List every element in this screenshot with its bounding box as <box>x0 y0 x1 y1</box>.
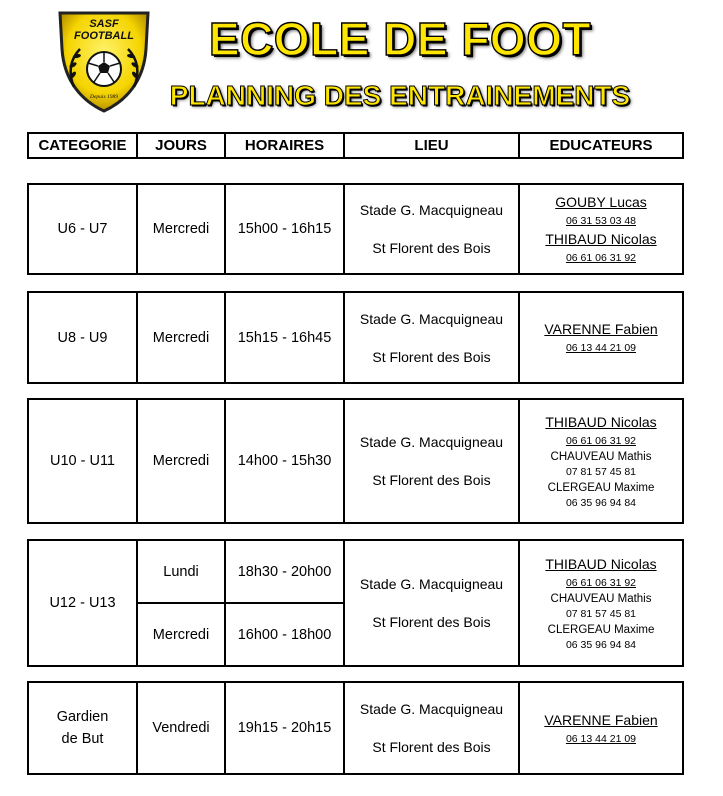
educateur-phone: 06 35 96 94 84 <box>565 638 637 651</box>
educateurs-cell <box>519 399 683 523</box>
lieu-cell <box>344 399 519 523</box>
educateur-name: CLERGEAU Maxime <box>547 623 655 636</box>
educateur-name: THIBAUD Nicolas <box>545 413 657 430</box>
logo-line1: SASF <box>89 18 119 30</box>
lieu-cell <box>344 540 519 666</box>
session-u6-u7 <box>27 183 684 275</box>
educateur-phone[interactable]: 06 61 06 31 92 <box>565 252 637 264</box>
lieu-cell <box>344 292 519 383</box>
lieu-ville: St Florent des Bois <box>372 348 491 365</box>
educateurs-cell <box>519 682 683 774</box>
lieu-stade: Stade G. Macquigneau <box>359 202 504 218</box>
educateur-name: THIBAUD Nicolas <box>545 231 657 247</box>
jour-cell: Mercredi <box>137 603 225 666</box>
educateur-phone: 07 81 57 45 81 <box>565 465 637 478</box>
header-lieu: LIEU <box>344 133 519 158</box>
jour-cell: Vendredi <box>137 682 225 774</box>
header-educateurs: EDUCATEURS <box>519 133 683 158</box>
horaire-cell: 15h00 - 16h15 <box>225 184 344 274</box>
session-u12-u13 <box>27 539 684 667</box>
jour-cell: Mercredi <box>137 399 225 523</box>
lieu-stade: Stade G. Macquigneau <box>359 701 504 717</box>
educateur-name: CHAUVEAU Mathis <box>550 450 652 463</box>
page-title: ECOLE DE FOOT <box>208 13 592 65</box>
header-horaires: HORAIRES <box>225 133 344 158</box>
horaire-cell: 16h00 - 18h00 <box>225 603 344 666</box>
educateur-phone[interactable]: 06 61 06 31 92 <box>565 576 637 589</box>
session-u10-u11 <box>27 398 684 524</box>
categorie-line2: de But <box>61 731 104 747</box>
categorie-cell: U6 - U7 <box>28 184 137 274</box>
categorie-cell: U12 - U13 <box>28 540 137 666</box>
lieu-ville: St Florent des Bois <box>372 739 491 755</box>
educateurs-cell <box>519 292 683 383</box>
horaire-cell: 15h15 - 16h45 <box>225 292 344 383</box>
categorie-cell: U10 - U11 <box>28 399 137 523</box>
educateur-phone[interactable]: 06 13 44 21 09 <box>565 342 637 354</box>
session-gardien <box>27 681 684 775</box>
educateur-name: CHAUVEAU Mathis <box>550 592 652 605</box>
categorie-cell <box>28 682 137 774</box>
lieu-stade: Stade G. Macquigneau <box>359 310 504 327</box>
lieu-cell <box>344 184 519 274</box>
header-table <box>27 132 684 159</box>
educateur-name: CLERGEAU Maxime <box>547 481 655 494</box>
educateur-phone[interactable]: 06 61 06 31 92 <box>565 434 637 447</box>
page-subtitle: PLANNING DES ENTRAINEMENTS <box>169 80 631 111</box>
horaire-cell: 19h15 - 20h15 <box>225 682 344 774</box>
lieu-stade: Stade G. Macquigneau <box>359 576 504 592</box>
educateur-name: THIBAUD Nicolas <box>545 555 657 572</box>
lieu-ville: St Florent des Bois <box>372 240 491 256</box>
educateur-name: GOUBY Lucas <box>555 194 647 210</box>
header-categorie: CATEGORIE <box>28 133 137 158</box>
logo-tagline: Depuis 1989 <box>90 94 118 100</box>
jour-cell: Mercredi <box>137 292 225 383</box>
horaire-cell: 14h00 - 15h30 <box>225 399 344 523</box>
educateur-phone[interactable]: 06 13 44 21 09 <box>565 732 637 745</box>
educateur-phone: 07 81 57 45 81 <box>565 607 637 620</box>
categorie-line1: Gardien <box>56 709 109 725</box>
header-jours: JOURS <box>137 133 225 158</box>
educateur-name: VARENNE Fabien <box>544 321 658 337</box>
categorie-cell: U8 - U9 <box>28 292 137 383</box>
jour-cell: Lundi <box>137 540 225 603</box>
educateur-phone[interactable]: 06 31 53 03 48 <box>565 215 637 227</box>
horaire-cell: 18h30 - 20h00 <box>225 540 344 603</box>
lieu-cell <box>344 682 519 774</box>
educateur-name: VARENNE Fabien <box>544 711 658 728</box>
club-logo <box>52 9 156 113</box>
lieu-stade: Stade G. Macquigneau <box>359 434 504 450</box>
educateurs-cell <box>519 184 683 274</box>
lieu-ville: St Florent des Bois <box>372 472 491 488</box>
educateurs-cell <box>519 540 683 666</box>
jour-cell: Mercredi <box>137 184 225 274</box>
logo-line2: FOOTBALL <box>74 30 134 42</box>
football-icon <box>87 52 121 86</box>
lieu-ville: St Florent des Bois <box>372 614 491 630</box>
educateur-phone: 06 35 96 94 84 <box>565 496 637 509</box>
session-u8-u9 <box>27 291 684 384</box>
